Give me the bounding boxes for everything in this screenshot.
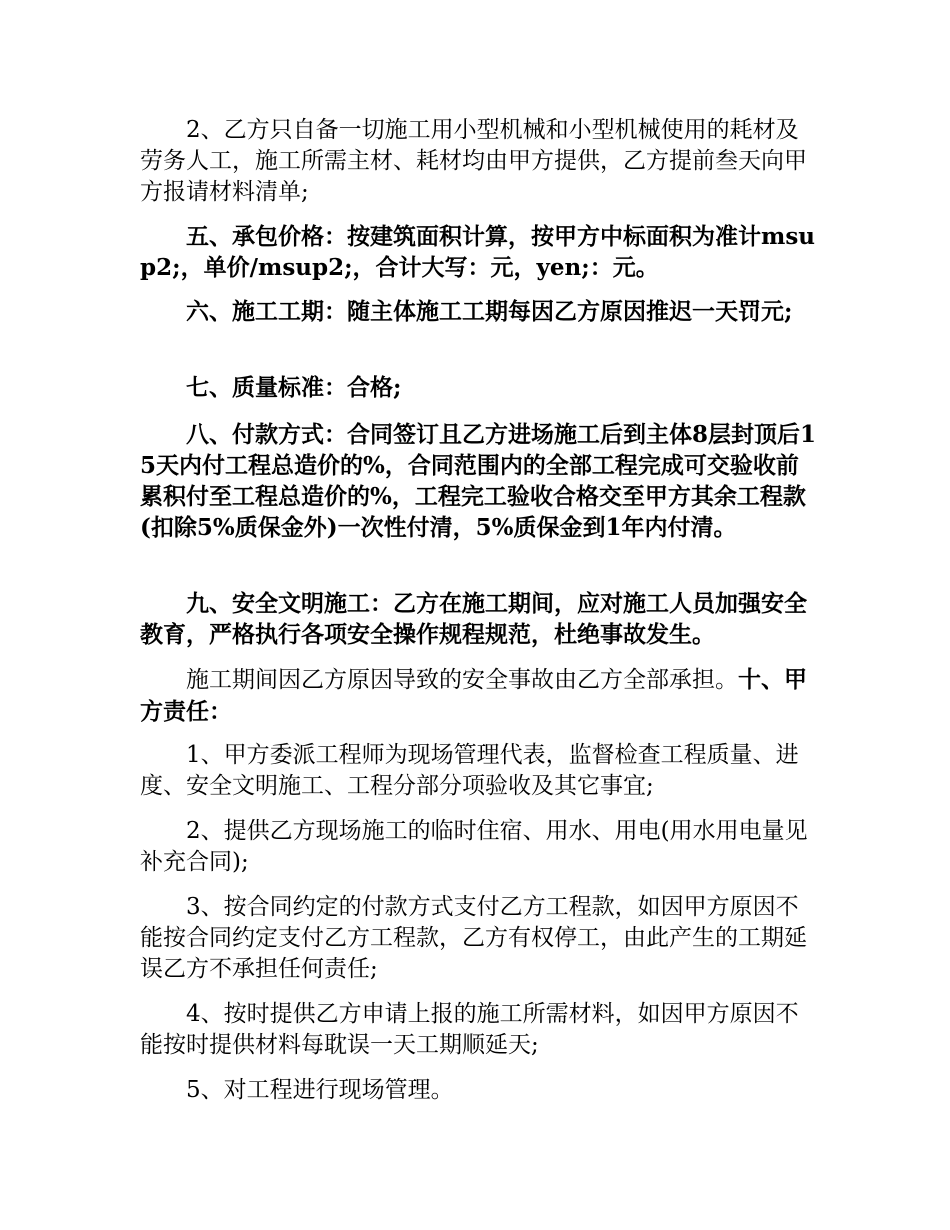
paragraph-party-a-duty-5 <box>140 1075 820 1106</box>
paragraph-text: 3、按合同约定的付款方式支付乙方工程款，如因甲方原因不能按合同约定支付乙方工程款，乙方有权停工，由此产生的工期延误乙方不承担任何责任; <box>140 894 807 982</box>
paragraph-section-7-quality <box>140 372 820 403</box>
paragraph-text: 施工期间因乙方原因导致的安全事故由乙方全部承担。 <box>186 667 738 693</box>
paragraph-text: 2、提供乙方现场施工的临时住宿、用水、用电(用水用电量见补充合同); <box>140 818 808 875</box>
paragraph-text: 1、甲方委派工程师为现场管理代表，监督检查工程质量、进度、安全文明施工、工程分部分项验收及其它事宜; <box>140 742 799 799</box>
paragraph-text: 2、乙方只自备一切施工用小型机械和小型机械使用的耗材及劳务人工，施工所需主材、耗材均由甲方提供，乙方提前叁天向甲方报请材料清单; <box>140 117 807 205</box>
paragraph-section-9-safety <box>140 588 820 650</box>
paragraph-section-8-payment <box>140 419 820 543</box>
paragraph-party-a-duty-3 <box>140 892 820 985</box>
paragraph-party-a-duty-4 <box>140 999 820 1061</box>
section-heading-text: 七、质量标准：合格; <box>186 374 402 401</box>
paragraph-safety-liability <box>140 664 820 728</box>
paragraph-party-a-duty-1 <box>140 740 820 802</box>
section-heading-text: 五、承包价格：按建筑面积计算，按甲方中标面积为准计msup2;，单价/msup2;，合计大写：元，yen;：元。 <box>140 223 816 281</box>
paragraph-party-a-duty-2 <box>140 816 820 878</box>
paragraph-text: 4、按时提供乙方申请上报的施工所需材料，如因甲方原因不能按时提供材料每耽误一天工期顺延天; <box>140 1001 799 1058</box>
section-heading-text: 六、施工工期：随主体施工工期每因乙方原因推迟一天罚元; <box>186 298 793 325</box>
section-heading-text: 九、安全文明施工：乙方在施工期间，应对施工人员加强安全教育，严格执行各项安全操作规程规范，杜绝事故发生。 <box>140 590 807 648</box>
section-10-heading: 十、甲方责任： <box>140 666 807 725</box>
paragraph-section-6-schedule <box>140 296 820 327</box>
paragraph-2-equipment <box>140 115 820 208</box>
paragraph-section-5-price <box>140 221 820 283</box>
section-heading-text: 八、付款方式：合同签订且乙方进场施工后到主体8层封顶后15天内付工程总造价的%，合同范围内的全部工程完成可交验收前累积付至工程总造价的%，工程完工验收合格交至甲方其余工程款(扣除5%质保金外)一次性付清，5%质保金到1年内付清。 <box>140 421 817 541</box>
paragraph-text: 5、对工程进行现场管理。 <box>186 1077 454 1103</box>
